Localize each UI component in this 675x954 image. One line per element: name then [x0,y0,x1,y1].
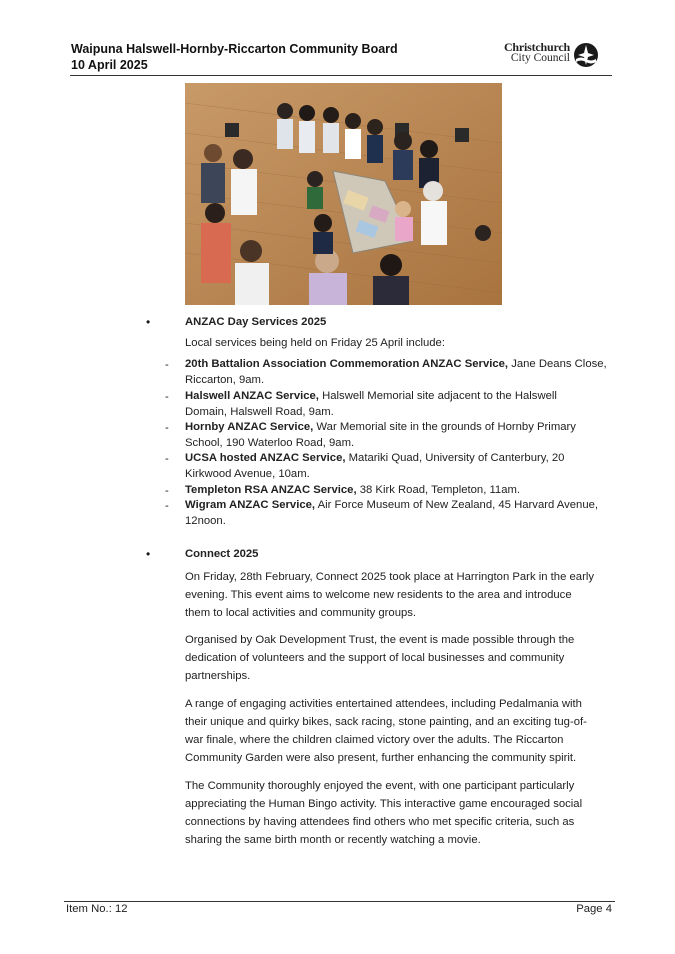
service-details-continued: Kirkwood Avenue, 10am. [185,467,310,480]
list-dash: - [165,453,169,465]
bullet-connect: • [146,547,151,561]
group-around-table-image [185,83,502,305]
text-line: evening. This event aims to welcome new residents to the area and introduce [185,589,572,601]
list-dash: - [165,500,169,512]
service-name: Templeton RSA ANZAC Service, [185,484,357,496]
text-line: The Community thoroughly enjoyed the event, with one participant particularly [185,780,575,792]
text-line: them to local activities and community groups. [185,607,417,619]
text-line: A range of engaging activities entertained attendees, including Pedalmania with [185,698,582,710]
text-line: appreciating the Human Bingo activity. This interactive game encouraged social [185,798,583,810]
text-line: partnerships. [185,670,251,682]
connect-heading: Connect 2025 [185,548,259,560]
anzac-service-item [185,451,615,482]
connect-paragraph-3 [185,695,615,767]
service-details: Matariki Quad, University of Canterbury, 20 [345,452,565,464]
service-details: Halswell Memorial site adjacent to the Halswell [318,390,557,402]
page-number: Page 4 [576,903,612,915]
text-line: sharing the same birth month or recently watching a movie. [185,834,481,846]
list-dash: - [165,485,169,497]
service-name: 20th Battalion Association Commemoration ANZAC Service, [185,358,509,370]
council-logo-icon [573,42,599,68]
community-photo [185,83,502,305]
service-details-continued: 12noon. [185,514,226,527]
list-dash: - [165,391,169,403]
text-line: Organised by Oak Development Trust, the event is made possible through the [185,634,575,646]
text-line: war finale, where the children claimed victory over the adults. The Riccarton [185,734,564,746]
anzac-service-item [185,483,615,499]
anzac-heading: ANZAC Day Services 2025 [185,316,327,328]
list-dash: - [165,422,169,434]
meeting-date: 10 April 2025 [71,58,148,72]
board-name: Waipuna Halswell-Hornby-Riccarton Community Board [71,42,398,56]
text-line: their unique and quirky bikes, sack racing, stone painting, and an exciting tug-of- [185,716,587,728]
connect-paragraph-1 [185,568,615,622]
header-divider [70,75,612,76]
text-line: On Friday, 28th February, Connect 2025 took place at Harrington Park in the early [185,571,594,583]
service-details: War Memorial site in the grounds of Hornby Primary [313,421,576,433]
service-details: Air Force Museum of New Zealand, 45 Harvard Avenue, [315,499,599,511]
service-name: Hornby ANZAC Service, [185,421,314,433]
service-details-continued: Riccarton, 9am. [185,373,265,386]
text-line: Community Garden were also present, further enhancing the community spirit. [185,752,577,764]
service-name: Halswell ANZAC Service, [185,390,319,402]
anzac-service-item [185,498,615,529]
service-details: Jane Deans Close, [508,358,607,370]
anzac-service-item [185,389,615,420]
list-dash: - [165,359,169,371]
text-line: dedication of volunteers and the support of local businesses and community [185,652,565,664]
anzac-service-item [185,420,615,451]
service-name: Wigram ANZAC Service, [185,499,316,511]
anzac-service-item [185,357,615,388]
connect-paragraph-4 [185,777,615,849]
anzac-intro: Local services being held on Friday 25 April include: [185,337,445,349]
footer-divider [64,901,615,902]
service-details-continued: Domain, Halswell Road, 9am. [185,405,334,418]
bullet-anzac: • [146,315,151,329]
service-details: 38 Kirk Road, Templeton, 11am. [356,484,521,496]
item-number: Item No.: 12 [66,903,128,915]
council-logo [498,42,600,68]
service-details-continued: School, 190 Waterloo Road, 9am. [185,436,355,449]
text-line: connections by having attendees find others who met specific criteria, such as [185,816,575,828]
logo-text-line1: Christchurch [503,40,570,54]
logo-text-line2: City Council [510,52,570,64]
service-name: UCSA hosted ANZAC Service, [185,452,346,464]
connect-paragraph-2 [185,631,615,685]
